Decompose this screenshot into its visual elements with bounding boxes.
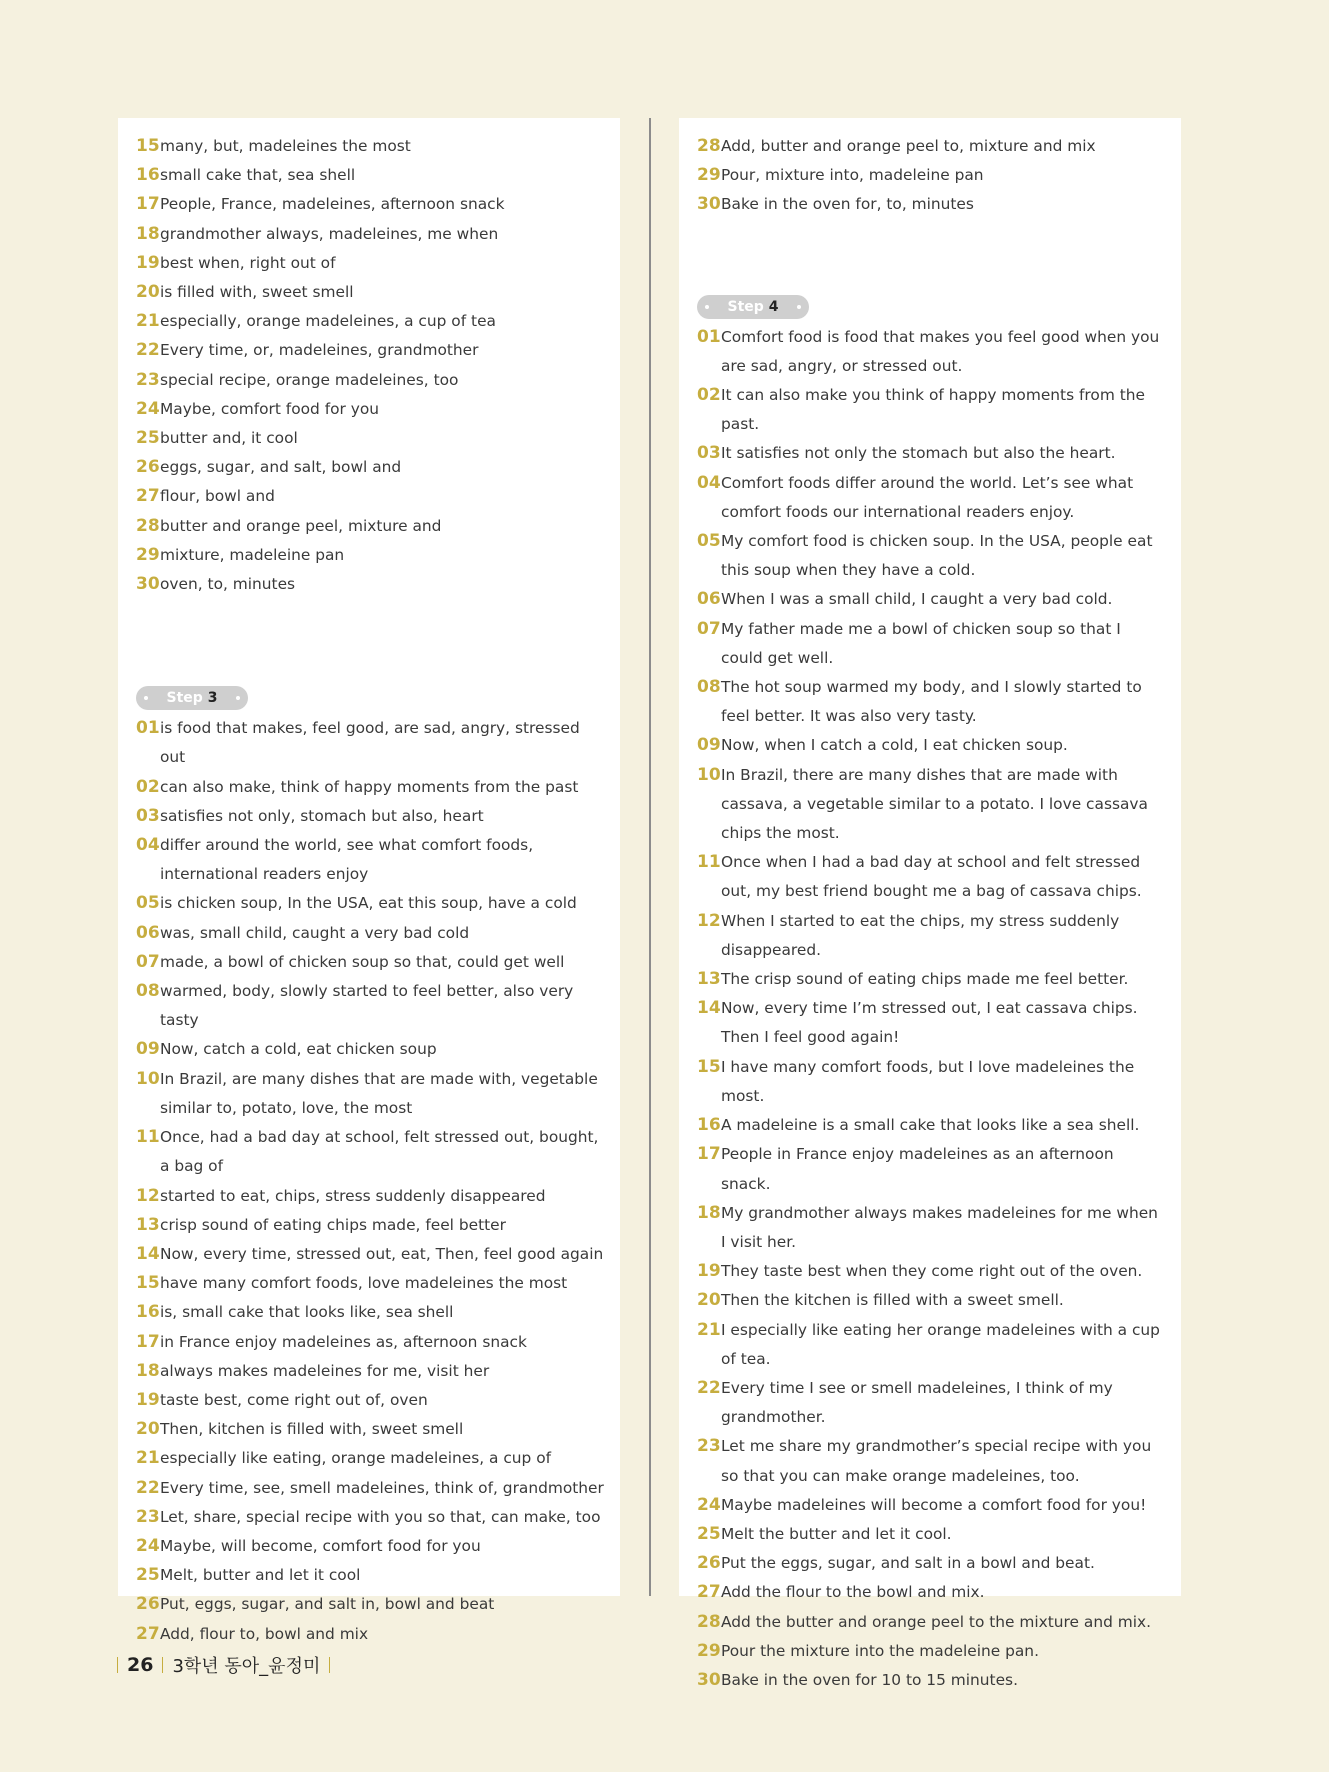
step-number: 4 bbox=[768, 298, 779, 315]
item-number: 02 bbox=[136, 776, 160, 797]
item-text: Now, every time I’m stressed out, I eat cassava chips. Then I feel good again! bbox=[721, 999, 1138, 1047]
list-item bbox=[136, 424, 620, 453]
item-number: 04 bbox=[136, 835, 160, 856]
item-number: 16 bbox=[136, 1302, 160, 1323]
list-item bbox=[136, 773, 620, 802]
list-item bbox=[136, 1474, 620, 1503]
list-item bbox=[136, 1532, 620, 1561]
item-number: 03 bbox=[136, 805, 160, 826]
list-item bbox=[136, 1298, 620, 1327]
item-text: People, France, madeleines, afternoon snack bbox=[160, 195, 505, 214]
list-item bbox=[697, 527, 1181, 585]
item-number: 19 bbox=[136, 252, 160, 273]
list-item bbox=[697, 1053, 1181, 1111]
footer-divider bbox=[162, 1657, 163, 1673]
list-item bbox=[697, 1520, 1181, 1549]
item-number: 27 bbox=[136, 1623, 160, 1644]
item-number: 14 bbox=[136, 1243, 160, 1264]
step-label: Step bbox=[727, 298, 764, 315]
item-text: Now, every time, stressed out, eat, Then, feel good again bbox=[160, 1244, 604, 1263]
item-text: A madeleine is a small cake that looks like a sea shell. bbox=[721, 1116, 1140, 1135]
item-number: 28 bbox=[697, 1611, 721, 1632]
item-text: People in France enjoy madeleines as an afternoon snack. bbox=[721, 1145, 1114, 1193]
list-item bbox=[136, 1561, 620, 1590]
item-number: 26 bbox=[697, 1553, 721, 1574]
item-number: 18 bbox=[136, 1360, 160, 1381]
item-text: is filled with, sweet smell bbox=[160, 283, 354, 302]
item-text: Add, butter and orange peel to, mixture and mix bbox=[721, 137, 1096, 155]
item-number: 27 bbox=[136, 486, 160, 507]
item-text: Every time, or, madeleines, grandmother bbox=[160, 341, 479, 360]
list-item bbox=[136, 1269, 620, 1298]
item-number: 12 bbox=[697, 910, 721, 931]
item-text: Then, kitchen is filled with, sweet smell bbox=[160, 1420, 464, 1439]
item-number: 21 bbox=[136, 311, 160, 332]
list-item bbox=[136, 1182, 620, 1211]
list-item bbox=[136, 1357, 620, 1386]
item-number: 09 bbox=[136, 1039, 160, 1060]
item-number: 09 bbox=[697, 735, 721, 756]
list-item bbox=[697, 1491, 1181, 1520]
item-text: grandmother always, madeleines, me when bbox=[160, 224, 499, 243]
item-number: 14 bbox=[697, 998, 721, 1019]
page-footer bbox=[117, 1652, 339, 1678]
list-item bbox=[697, 907, 1181, 965]
left-top-list bbox=[118, 132, 620, 599]
list-item bbox=[697, 731, 1181, 760]
list-item bbox=[136, 1590, 620, 1619]
item-text: flour, bowl and bbox=[160, 487, 275, 506]
list-item bbox=[697, 673, 1181, 731]
item-text: special recipe, orange madeleines, too bbox=[160, 370, 459, 389]
item-text: made, a bowl of chicken soup so that, could get well bbox=[160, 952, 565, 971]
item-text: is chicken soup, In the USA, eat this soup, have a cold bbox=[160, 894, 577, 913]
badge-dot-icon bbox=[797, 305, 801, 309]
item-number: 25 bbox=[697, 1523, 721, 1544]
list-item bbox=[136, 802, 620, 831]
list-item bbox=[136, 512, 620, 541]
list-item bbox=[136, 482, 620, 511]
item-number: 15 bbox=[697, 1056, 721, 1077]
list-item bbox=[136, 1035, 620, 1064]
item-number: 17 bbox=[136, 1331, 160, 1352]
item-text: in France enjoy madeleines as, afternoon snack bbox=[160, 1332, 527, 1351]
item-text: Bake in the oven for, to, minutes bbox=[721, 195, 974, 214]
list-item bbox=[697, 190, 1181, 219]
item-number: 30 bbox=[697, 1669, 721, 1690]
item-number: 25 bbox=[136, 428, 160, 449]
footer-divider bbox=[117, 1657, 118, 1673]
item-number: 01 bbox=[697, 326, 721, 347]
list-item bbox=[697, 132, 1181, 161]
item-text: is food that makes, feel good, are sad, angry, stressed out bbox=[160, 719, 580, 767]
item-text: My father made me a bowl of chicken soup so that I could get well. bbox=[721, 619, 1121, 667]
item-text: Now, when I catch a cold, I eat chicken soup. bbox=[721, 736, 1068, 755]
item-number: 19 bbox=[697, 1261, 721, 1282]
item-text: It satisfies not only the stomach but also the heart. bbox=[721, 444, 1116, 463]
item-number: 28 bbox=[136, 515, 160, 536]
list-item bbox=[697, 323, 1181, 381]
list-item bbox=[136, 1444, 620, 1473]
list-item bbox=[136, 1240, 620, 1269]
item-number: 07 bbox=[697, 618, 721, 639]
item-text: Add the butter and orange peel to the mixture and mix. bbox=[721, 1612, 1152, 1631]
item-number: 13 bbox=[136, 1214, 160, 1235]
item-number: 12 bbox=[136, 1185, 160, 1206]
item-number: 23 bbox=[136, 369, 160, 390]
item-text: When I was a small child, I caught a very bad cold. bbox=[721, 590, 1113, 609]
item-text: Comfort foods differ around the world. Let’s see what comfort foods our international readers enjoy. bbox=[721, 473, 1134, 521]
column-divider bbox=[649, 118, 651, 1596]
item-text: taste best, come right out of, oven bbox=[160, 1390, 428, 1409]
item-text: butter and orange peel, mixture and bbox=[160, 516, 442, 535]
item-text: Every time, see, smell madeleines, think of, grandmother bbox=[160, 1478, 604, 1497]
item-number: 11 bbox=[136, 1127, 160, 1148]
list-item bbox=[697, 994, 1181, 1052]
list-item bbox=[136, 948, 620, 977]
right-top-list bbox=[679, 132, 1181, 220]
list-item bbox=[136, 1328, 620, 1357]
left-answer-column bbox=[118, 118, 620, 1644]
item-number: 23 bbox=[697, 1436, 721, 1457]
list-item bbox=[136, 366, 620, 395]
list-item bbox=[697, 161, 1181, 190]
item-text: Every time I see or smell madeleines, I think of my grandmother. bbox=[721, 1378, 1113, 1427]
item-text: Add, flour to, bowl and mix bbox=[160, 1624, 369, 1643]
item-number: 29 bbox=[697, 165, 721, 186]
item-text: small cake that, sea shell bbox=[160, 166, 356, 185]
item-text: Once, had a bad day at school, felt stressed out, bought, a bag of bbox=[160, 1128, 599, 1176]
list-item bbox=[697, 1199, 1181, 1257]
list-item bbox=[136, 278, 620, 307]
item-number: 21 bbox=[136, 1448, 160, 1469]
item-text: Then the kitchen is filled with a sweet smell. bbox=[721, 1291, 1064, 1310]
item-number: 08 bbox=[136, 981, 160, 1002]
item-number: 13 bbox=[697, 969, 721, 990]
list-item bbox=[136, 919, 620, 948]
item-text: Pour the mixture into the madeleine pan. bbox=[721, 1641, 1039, 1660]
item-number: 16 bbox=[136, 165, 160, 186]
item-text: The hot soup warmed my body, and I slowly started to feel better. It was also very tasty. bbox=[721, 678, 1142, 726]
item-text: especially like eating, orange madeleines, a cup of bbox=[160, 1449, 552, 1468]
list-item bbox=[136, 220, 620, 249]
item-text: Melt, butter and let it cool bbox=[160, 1566, 361, 1585]
list-item bbox=[136, 714, 620, 772]
item-text: many, but, madeleines the most bbox=[160, 137, 411, 155]
item-text: always makes madeleines for me, visit her bbox=[160, 1361, 490, 1380]
list-item bbox=[136, 1211, 620, 1240]
item-text: especially, orange madeleines, a cup of tea bbox=[160, 312, 496, 331]
list-item bbox=[697, 1578, 1181, 1607]
item-number: 11 bbox=[697, 852, 721, 873]
item-number: 22 bbox=[136, 1477, 160, 1498]
item-text: can also make, think of happy moments from the past bbox=[160, 777, 579, 796]
item-text: best when, right out of bbox=[160, 253, 336, 272]
item-number: 18 bbox=[136, 223, 160, 244]
item-text: Put the eggs, sugar, and salt in a bowl and beat. bbox=[721, 1554, 1095, 1573]
item-number: 17 bbox=[136, 194, 160, 215]
list-item bbox=[697, 1140, 1181, 1198]
badge-dot-icon bbox=[144, 696, 148, 700]
item-text: started to eat, chips, stress suddenly disappeared bbox=[160, 1186, 546, 1205]
list-item bbox=[136, 161, 620, 190]
item-text: It can also make you think of happy moments from the past. bbox=[721, 386, 1145, 434]
item-text: butter and, it cool bbox=[160, 429, 298, 448]
item-text: mixture, madeleine pan bbox=[160, 545, 345, 564]
list-item bbox=[136, 1123, 620, 1181]
item-text: Now, catch a cold, eat chicken soup bbox=[160, 1040, 437, 1059]
item-number: 29 bbox=[136, 544, 160, 565]
list-item bbox=[136, 1386, 620, 1415]
item-text: They taste best when they come right out of the oven. bbox=[721, 1262, 1143, 1281]
footer-caption: 3학년 동아_윤정미 bbox=[172, 1656, 321, 1677]
list-item bbox=[697, 1432, 1181, 1490]
list-item bbox=[136, 1620, 620, 1649]
item-number: 17 bbox=[697, 1144, 721, 1165]
badge-dot-icon bbox=[236, 696, 240, 700]
list-item bbox=[697, 1286, 1181, 1315]
list-item bbox=[697, 1374, 1181, 1432]
item-text: When I started to eat the chips, my stress suddenly disappeared. bbox=[721, 911, 1120, 959]
item-number: 06 bbox=[136, 922, 160, 943]
item-text: Maybe, comfort food for you bbox=[160, 399, 380, 418]
item-text: satisfies not only, stomach but also, heart bbox=[160, 806, 484, 825]
list-item bbox=[136, 1415, 620, 1444]
item-number: 08 bbox=[697, 677, 721, 698]
badge-dot-icon bbox=[705, 305, 709, 309]
item-number: 15 bbox=[136, 1273, 160, 1294]
list-item bbox=[697, 848, 1181, 906]
item-number: 22 bbox=[136, 340, 160, 361]
item-text: I especially like eating her orange madeleines with a cup of tea. bbox=[721, 1320, 1160, 1368]
list-item bbox=[136, 570, 620, 599]
list-item bbox=[136, 453, 620, 482]
item-number: 04 bbox=[697, 472, 721, 493]
list-item bbox=[136, 307, 620, 336]
item-text: have many comfort foods, love madeleines the most bbox=[160, 1274, 568, 1293]
step-4-badge bbox=[697, 295, 809, 319]
item-text: In Brazil, are many dishes that are made with, vegetable similar to, potato, love, the most bbox=[160, 1069, 598, 1117]
step-label: Step bbox=[166, 690, 203, 707]
step-4-list bbox=[679, 323, 1181, 1696]
item-number: 26 bbox=[136, 1594, 160, 1615]
item-number: 23 bbox=[136, 1506, 160, 1527]
item-text: Once when I had a bad day at school and felt stressed out, my best friend bought me a bag of cassava chips. bbox=[721, 853, 1142, 901]
item-text: was, small child, caught a very bad cold bbox=[160, 923, 470, 942]
item-text: Pour, mixture into, madeleine pan bbox=[721, 166, 984, 185]
item-text: is, small cake that looks like, sea shell bbox=[160, 1303, 454, 1322]
list-item bbox=[697, 1257, 1181, 1286]
item-number: 16 bbox=[697, 1115, 721, 1136]
item-number: 24 bbox=[697, 1494, 721, 1515]
item-number: 30 bbox=[697, 194, 721, 215]
item-text: In Brazil, there are many dishes that are made with cassava, a vegetable similar to a potato. I love cassava chips the most. bbox=[721, 765, 1148, 843]
list-item bbox=[136, 541, 620, 570]
item-text: Let, share, special recipe with you so that, can make, too bbox=[160, 1507, 601, 1526]
item-text: I have many comfort foods, but I love madeleines the most. bbox=[721, 1057, 1135, 1105]
item-text: Let me share my grandmother’s special recipe with you so that you can make orange madeleines, too. bbox=[721, 1437, 1152, 1485]
item-text: Maybe madeleines will become a comfort food for you! bbox=[721, 1495, 1147, 1514]
item-number: 07 bbox=[136, 951, 160, 972]
step-3-list bbox=[118, 714, 620, 1649]
item-number: 26 bbox=[136, 457, 160, 478]
item-number: 27 bbox=[697, 1582, 721, 1603]
list-item bbox=[136, 190, 620, 219]
list-item bbox=[136, 889, 620, 918]
list-item bbox=[697, 1549, 1181, 1578]
list-item bbox=[136, 977, 620, 1035]
item-text: My comfort food is chicken soup. In the USA, people eat this soup when they have a cold. bbox=[721, 532, 1153, 580]
list-item bbox=[697, 965, 1181, 994]
item-text: differ around the world, see what comfort foods, international readers enjoy bbox=[160, 836, 534, 884]
item-text: Comfort food is food that makes you feel good when you are sad, angry, or stressed out. bbox=[721, 327, 1160, 375]
item-number: 30 bbox=[136, 574, 160, 595]
page-number: 26 bbox=[127, 1654, 154, 1676]
item-text: warmed, body, slowly started to feel better, also very tasty bbox=[160, 982, 574, 1030]
item-text: eggs, sugar, and salt, bowl and bbox=[160, 458, 402, 477]
list-item bbox=[136, 1503, 620, 1532]
item-number: 21 bbox=[697, 1319, 721, 1340]
item-text: crisp sound of eating chips made, feel better bbox=[160, 1215, 506, 1234]
item-number: 10 bbox=[136, 1068, 160, 1089]
step-3-badge bbox=[136, 686, 248, 710]
list-item bbox=[697, 439, 1181, 468]
item-number: 24 bbox=[136, 398, 160, 419]
item-text: oven, to, minutes bbox=[160, 575, 296, 594]
list-item bbox=[136, 132, 620, 161]
item-number: 19 bbox=[136, 1389, 160, 1410]
item-number: 06 bbox=[697, 589, 721, 610]
item-number: 10 bbox=[697, 764, 721, 785]
item-number: 24 bbox=[136, 1535, 160, 1556]
item-number: 20 bbox=[136, 282, 160, 303]
item-number: 18 bbox=[697, 1202, 721, 1223]
list-item bbox=[697, 1637, 1181, 1666]
item-number: 20 bbox=[136, 1419, 160, 1440]
list-item bbox=[697, 381, 1181, 439]
list-item bbox=[136, 831, 620, 889]
list-item bbox=[697, 1316, 1181, 1374]
item-number: 01 bbox=[136, 718, 160, 739]
item-number: 29 bbox=[697, 1640, 721, 1661]
list-item bbox=[136, 249, 620, 278]
list-item bbox=[697, 615, 1181, 673]
item-number: 15 bbox=[136, 136, 160, 156]
item-number: 02 bbox=[697, 385, 721, 406]
item-number: 20 bbox=[697, 1290, 721, 1311]
list-item bbox=[697, 761, 1181, 849]
item-number: 03 bbox=[697, 443, 721, 464]
list-item bbox=[697, 585, 1181, 614]
item-number: 05 bbox=[697, 531, 721, 552]
list-item bbox=[136, 395, 620, 424]
item-text: Put, eggs, sugar, and salt in, bowl and beat bbox=[160, 1595, 495, 1614]
item-text: The crisp sound of eating chips made me feel better. bbox=[721, 970, 1129, 989]
item-number: 28 bbox=[697, 136, 721, 156]
list-item bbox=[697, 1111, 1181, 1140]
list-item bbox=[697, 469, 1181, 527]
item-number: 22 bbox=[697, 1377, 721, 1398]
item-number: 05 bbox=[136, 893, 160, 914]
item-text: Melt the butter and let it cool. bbox=[721, 1524, 952, 1543]
list-item bbox=[697, 1666, 1181, 1695]
footer-divider bbox=[329, 1657, 330, 1673]
item-text: My grandmother always makes madeleines for me when I visit her. bbox=[721, 1203, 1158, 1251]
item-text: Maybe, will become, comfort food for you bbox=[160, 1536, 481, 1555]
item-text: Add the flour to the bowl and mix. bbox=[721, 1583, 985, 1602]
list-item bbox=[136, 1065, 620, 1123]
list-item bbox=[136, 336, 620, 365]
step-number: 3 bbox=[207, 690, 218, 707]
right-answer-column bbox=[679, 118, 1181, 1690]
item-text: Bake in the oven for 10 to 15 minutes. bbox=[721, 1670, 1018, 1689]
item-number: 25 bbox=[136, 1565, 160, 1586]
list-item bbox=[697, 1608, 1181, 1637]
